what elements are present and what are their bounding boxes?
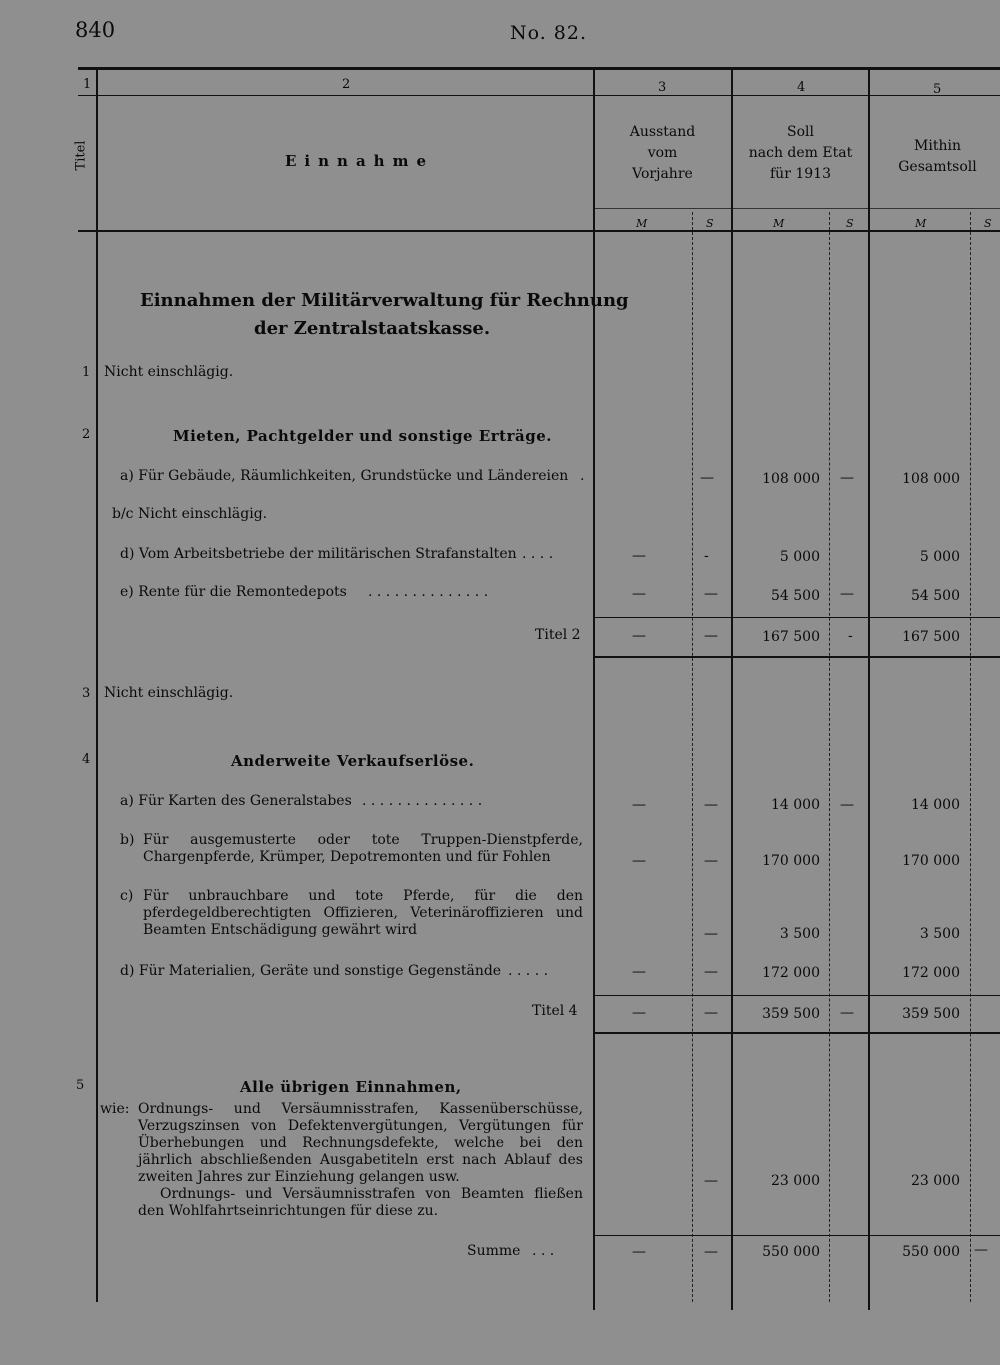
- col3-pf-divider: [692, 212, 693, 1302]
- subtotal-bottom-rule: [594, 1032, 1000, 1034]
- col4-header-line: nach dem Etat: [748, 145, 853, 161]
- cell-col4: 170 000: [762, 853, 820, 869]
- cell-col4: 359 500: [762, 1006, 820, 1022]
- leader-dots: . . . . . . . . . . . . . .: [368, 584, 489, 600]
- subtotal-label: Titel 4: [532, 1003, 578, 1019]
- cell-col5: 14 000: [911, 797, 960, 813]
- cell-col3-pf: —: [704, 586, 718, 602]
- col5-header-line: Mithin: [914, 138, 961, 154]
- cell-col4-pf: —: [840, 470, 854, 486]
- cell-col3-pf: —: [704, 628, 718, 644]
- cell-col5: 170 000: [902, 853, 960, 869]
- cell-col4-pf: —: [840, 1005, 854, 1021]
- row-heading: Anderweite Verkaufserlöse.: [231, 752, 475, 770]
- cell-col5: 3 500: [919, 926, 960, 942]
- col4-header-line: für 1913: [770, 166, 831, 182]
- section-title: [140, 287, 629, 343]
- leader-dots: . . . . .: [508, 963, 549, 979]
- sum-rule: [594, 1235, 1000, 1236]
- col5-divider: [868, 70, 870, 1310]
- sum-label: Summe: [467, 1243, 521, 1259]
- subtotal-bottom-rule: [594, 656, 1000, 658]
- row-text: Für ausgemusterte oder tote Truppen-Dienstpferde, Chargenpferde, Krümper, Depotremonten und für Fohlen: [143, 832, 583, 865]
- cell-col4: 172 000: [762, 965, 820, 981]
- leader-dots: . . . .: [522, 546, 554, 562]
- page-number: 840: [75, 18, 116, 42]
- cell-col3-pf: —: [704, 1005, 718, 1021]
- titel-column-label: Titel: [73, 140, 89, 171]
- item-label: c): [120, 888, 134, 904]
- header-bottom-rule: [78, 230, 1000, 232]
- col3-header-line: Vorjahre: [632, 166, 693, 182]
- einnahme-column-label: Einnahme: [285, 152, 434, 170]
- leader-dots: .: [580, 468, 585, 484]
- subtotal-label: Titel 2: [535, 627, 581, 643]
- col4-pf-label: S: [846, 217, 854, 230]
- column-number-rule: [78, 95, 1000, 96]
- cell-col3: —: [632, 1244, 646, 1260]
- column-number-1: 1: [83, 77, 92, 92]
- cell-col3: —: [632, 1005, 646, 1021]
- section-title-line: der Zentralstaatskasse.: [254, 318, 491, 339]
- cell-col4-pf: —: [840, 586, 854, 602]
- cell-col3: —: [632, 586, 646, 602]
- row-text: d) Vom Arbeitsbetriebe der militärischen Strafanstalten: [120, 546, 517, 562]
- cell-col5: 54 500: [911, 588, 960, 604]
- cell-col4: 14 000: [771, 797, 820, 813]
- column-number-2: 2: [342, 77, 351, 92]
- row-text: Ordnungs- und Versäumnisstrafen, Kassenüberschüsse, Verzugszinsen von Defektenvergütungen, Vergütungen für Überhebungen und Rechnungsdefekte, welche bei den jährlich abschließenden Ausgabetiteln erst nach Ablauf des zweiten Jahres zur Einziehung gelangen usw.: [138, 1101, 583, 1185]
- titel-number: 2: [82, 427, 91, 442]
- cell-col3-pf: —: [704, 797, 718, 813]
- col3-header: [600, 122, 725, 185]
- row-text: Für unbrauchbare und tote Pferde, für die den pferdegeldberechtigten Offizieren, Veterinäroffizieren und Beamten Entschädigung gewährt wird: [143, 888, 583, 938]
- cell-col4-pf: -: [848, 628, 853, 644]
- titel-number: 5: [76, 1078, 85, 1093]
- col3-mark-label: M: [636, 217, 648, 230]
- currency-rule: [594, 208, 1000, 209]
- row-heading: Alle übrigen Einnahmen,: [240, 1078, 462, 1096]
- col5-header: [875, 136, 1000, 178]
- col3-header-line: vom: [647, 145, 678, 161]
- subtotal-rule: [594, 995, 1000, 996]
- cell-col5: 550 000: [902, 1244, 960, 1260]
- cell-col4: 108 000: [762, 471, 820, 487]
- col4-header: [738, 122, 863, 185]
- cell-col3: —: [632, 628, 646, 644]
- document-number: No. 82.: [510, 22, 588, 44]
- column-number-4: 4: [797, 80, 806, 95]
- cell-col5: 172 000: [902, 965, 960, 981]
- cell-col4: 3 500: [779, 926, 820, 942]
- col3-divider: [593, 70, 595, 1310]
- cell-col3: —: [632, 853, 646, 869]
- titel-number: 1: [82, 365, 91, 380]
- cell-col3-pf: —: [704, 964, 718, 980]
- col3-pf-label: S: [706, 217, 714, 230]
- row-text: d) Für Materialien, Geräte und sonstige Gegenstände: [120, 963, 502, 979]
- cell-col3-pf: —: [704, 853, 718, 869]
- col4-pf-divider: [829, 212, 830, 1302]
- col4-mark-label: M: [773, 217, 785, 230]
- column-number-5: 5: [933, 82, 942, 97]
- cell-col3: —: [632, 964, 646, 980]
- row-text: Nicht einschlägig.: [104, 685, 234, 701]
- cell-col3: —: [632, 548, 646, 564]
- column-number-3: 3: [658, 80, 667, 95]
- section-title-line: Einnahmen der Militärverwaltung für Rechnung: [140, 290, 629, 311]
- col5-pf-divider: [970, 212, 971, 1302]
- row-heading: Mieten, Pachtgelder und sonstige Erträge.: [173, 427, 552, 445]
- cell-col5: 5 000: [919, 549, 960, 565]
- cell-col3-pf: —: [704, 926, 718, 942]
- cell-col3-pf: —: [704, 1244, 718, 1260]
- row-text: a) Für Karten des Generalstabes: [120, 793, 352, 809]
- col1-divider: [96, 70, 98, 1302]
- cell-col5: 23 000: [911, 1173, 960, 1189]
- row-text: b/c Nicht einschlägig.: [112, 506, 268, 522]
- col5-mark-label: M: [915, 217, 927, 230]
- item-label: b): [120, 832, 135, 848]
- row-text: Nicht einschlägig.: [104, 364, 234, 380]
- cell-col3-pf: -: [704, 548, 709, 564]
- cell-col4: 167 500: [762, 629, 820, 645]
- cell-col4-pf: —: [840, 797, 854, 813]
- cell-col5: 167 500: [902, 629, 960, 645]
- sum-leader: . . .: [532, 1243, 555, 1259]
- row-text: a) Für Gebäude, Räumlichkeiten, Grundstücke und Ländereien: [120, 468, 569, 484]
- row-text: Ordnungs- und Versäumnisstrafen von Beamten fließen den Wohlfahrtseinrichtungen für diese zu.: [138, 1186, 583, 1219]
- cell-col4: 550 000: [762, 1244, 820, 1260]
- row-text: e) Rente für die Remontedepots: [120, 584, 347, 600]
- leader-dots: . . . . . . . . . . . . . .: [362, 793, 483, 809]
- cell-col4: 54 500: [771, 588, 820, 604]
- cell-col4: 5 000: [779, 549, 820, 565]
- col4-divider: [731, 70, 733, 1310]
- cell-col3: —: [632, 797, 646, 813]
- item-label: wie:: [100, 1101, 130, 1117]
- cell-col4: 23 000: [771, 1173, 820, 1189]
- col5-pf-label: S: [984, 217, 992, 230]
- top-rule: [78, 67, 1000, 70]
- subtotal-rule: [594, 617, 1000, 618]
- col4-header-line: Soll: [787, 124, 814, 140]
- cell-col3-pf: —: [700, 470, 714, 486]
- cell-col5-pf: —: [974, 1242, 988, 1258]
- titel-number: 4: [82, 752, 91, 767]
- titel-number: 3: [82, 686, 91, 701]
- col3-header-line: Ausstand: [629, 124, 696, 140]
- col5-header-line: Gesamtsoll: [898, 159, 977, 175]
- cell-col5: 108 000: [902, 471, 960, 487]
- cell-col3-pf: —: [704, 1173, 718, 1189]
- cell-col5: 359 500: [902, 1006, 960, 1022]
